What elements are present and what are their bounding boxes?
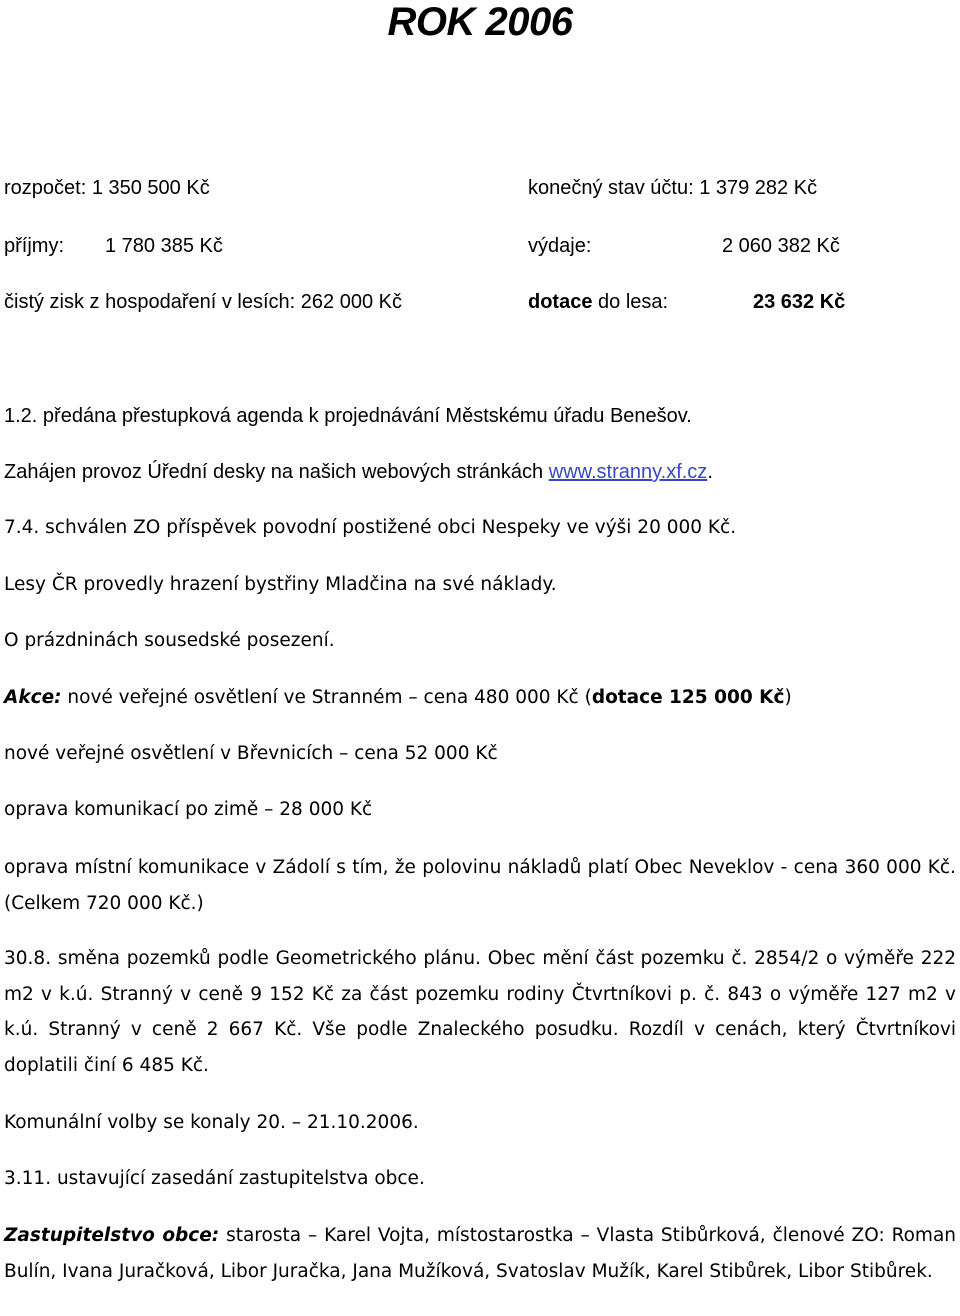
elections-text: Komunální volby se konaly 20. – 21.10.2006. [4, 1112, 419, 1133]
income-value: 1 780 385 Kč [105, 235, 223, 257]
expenses-value: 2 060 382 Kč [722, 235, 840, 257]
forest-subsidy-label-rest: do lesa: [592, 291, 669, 313]
event-summer-gathering: O prázdninách sousedské posezení. [4, 630, 335, 651]
website-link[interactable]: www.stranny.xf.cz [548, 461, 708, 483]
akce-label: Akce: [4, 687, 62, 708]
event-agenda: 1.2. předána přestupková agenda k projednávání Městskému úřadu Benešov. [4, 405, 692, 427]
page-title: ROK 2006 [387, 0, 573, 44]
forest-subsidy-value: 23 632 Kč [753, 291, 846, 313]
land-exchange-paragraph: 30.8. směna pozemků podle Geometrického plánu. Obec mění část pozemku č. 2854/2 o výměře 222 m2 v k.ú. Stranný v ceně 9 152 Kč za část pozemku rodiny Čtvrtníkovi p. č. 843 o výměře 127 m2 v k.ú. Stranný v ceně 2 667 Kč. Vše podle Znaleckého posudku. Rozdíl v cenách, který Čtvrtníkovi doplatili činí 6 485 Kč. [4, 948, 956, 1076]
forest-subsidy-label-bold: dotace [528, 291, 593, 313]
inaugural-meeting-text: 3.11. ustavující zasedání zastupitelstva obce. [4, 1168, 425, 1189]
akce-line1-text: nové veřejné osvětlení ve Stranném – cena 480 000 Kč ( [61, 687, 592, 708]
council-members-paragraph [4, 1218, 956, 1289]
event-contribution: 7.4. schválen ZO příspěvek povodní postižené obci Nespeky ve výši 20 000 Kč. [4, 517, 737, 538]
budget-text: rozpočet: 1 350 500 Kč [4, 177, 210, 199]
akce-line-road-repair: oprava komunikací po zimě – 28 000 Kč [4, 799, 373, 820]
event-notice-board-end: . [707, 461, 713, 483]
akce-line-zadoli-road: oprava místní komunikace v Zádolí s tím, že polovinu nákladů platí Obec Neveklov - cena 360 000 Kč. (Celkem 720 000 Kč.) [4, 857, 956, 914]
akce-line-lighting-stranny [4, 685, 792, 711]
event-forest-works: Lesy ČR provedly hrazení bystřiny Mladčina na své náklady. [4, 574, 557, 595]
final-balance-text: konečný stav účtu: 1 379 282 Kč [528, 177, 818, 199]
event-notice-board [4, 459, 713, 485]
council-members-text: starosta – Karel Vojta, místostarostka – Vlasta Stibůrková, členové ZO: Roman Bulín, Ivana Juračková, Libor Juračka, Jana Mužíková, Svatoslav Mužík, Karel Stibůrek, Libor Stibůrek. [4, 1225, 957, 1282]
event-notice-board-text: Zahájen provoz Úřední desky na našich webových stránkách [4, 461, 549, 483]
council-label: Zastupitelstvo obce: [4, 1225, 220, 1246]
akce-line-lighting-brevnice: nové veřejné osvětlení v Břevnicích – cena 52 000 Kč [4, 743, 498, 764]
akce-line1-bold: dotace 125 000 Kč [591, 687, 785, 708]
akce-line1-end: ) [784, 687, 792, 708]
expenses-label: výdaje: [528, 235, 592, 257]
forest-profit-text: čistý zisk z hospodaření v lesích: 262 000 Kč [4, 291, 402, 313]
forest-subsidy-label [528, 289, 668, 315]
income-label: příjmy: [4, 235, 64, 257]
